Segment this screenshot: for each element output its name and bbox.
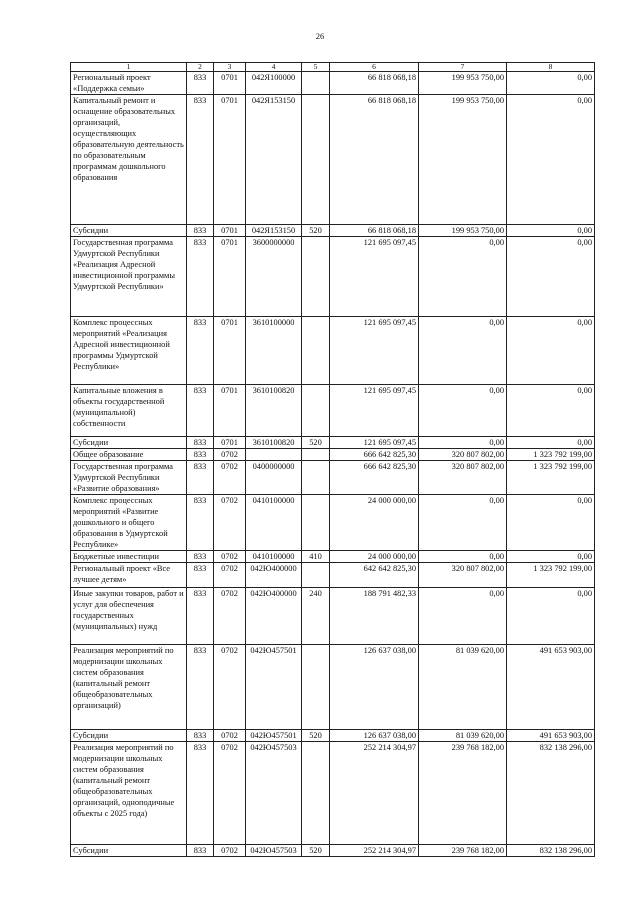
cell-section-code: 0701 [214,237,246,317]
cell-section-code: 0701 [214,95,246,225]
cell-ministry-code: 833 [187,563,214,588]
cell-ministry-code: 833 [187,845,214,857]
cell-amount-2: 0,00 [419,437,507,449]
cell-target-code [246,449,302,461]
cell-section-code: 0701 [214,72,246,95]
cell-expense-type [302,95,330,225]
table-row [71,449,595,461]
cell-target-code: 0400000000 [246,461,302,495]
cell-amount-1: 121 695 097,45 [330,237,419,317]
cell-amount-1: 66 818 068,18 [330,225,419,237]
cell-target-code: 042Я153150 [246,95,302,225]
cell-amount-1: 666 642 825,30 [330,461,419,495]
cell-amount-1: 188 791 482,33 [330,588,419,645]
cell-amount-3: 0,00 [507,237,595,317]
cell-expense-type [302,449,330,461]
cell-name: Комплекс процессных мероприятий «Реализация Адресной инвестиционной программы Удмуртской Республики» [71,317,187,385]
cell-section-code: 0702 [214,563,246,588]
table-row [71,645,595,730]
cell-expense-type: 520 [302,730,330,742]
column-header: 8 [507,63,595,72]
cell-amount-1: 252 214 304,97 [330,845,419,857]
cell-amount-1: 121 695 097,45 [330,437,419,449]
table-row [71,72,595,95]
cell-name: Государственная программа Удмуртской Республики «Развитие образования» [71,461,187,495]
cell-name: Субсидии [71,225,187,237]
column-header: 1 [71,63,187,72]
cell-section-code: 0702 [214,742,246,845]
cell-amount-1: 126 637 038,00 [330,730,419,742]
cell-name: Региональный проект «Все лучшее детям» [71,563,187,588]
cell-ministry-code: 833 [187,237,214,317]
cell-target-code: 042Я153150 [246,225,302,237]
cell-target-code: 042Ю400000 [246,588,302,645]
cell-section-code: 0702 [214,730,246,742]
cell-amount-2: 81 039 620,00 [419,730,507,742]
cell-expense-type [302,742,330,845]
cell-target-code: 042Ю457501 [246,730,302,742]
cell-ministry-code: 833 [187,461,214,495]
cell-name: Общее образование [71,449,187,461]
cell-section-code: 0702 [214,588,246,645]
cell-amount-3: 491 653 903,00 [507,730,595,742]
cell-name: Субсидии [71,730,187,742]
cell-amount-1: 24 000 000,00 [330,495,419,551]
cell-name: Капитальные вложения в объекты государственной (муниципальной) собственности [71,385,187,437]
cell-amount-2: 0,00 [419,385,507,437]
cell-ministry-code: 833 [187,437,214,449]
cell-target-code: 3610100000 [246,317,302,385]
cell-target-code: 0410100000 [246,495,302,551]
cell-expense-type: 520 [302,225,330,237]
header-row [71,63,595,72]
cell-ministry-code: 833 [187,742,214,845]
cell-amount-3: 0,00 [507,385,595,437]
table-row [71,237,595,317]
table-row [71,385,595,437]
cell-expense-type [302,461,330,495]
cell-section-code: 0702 [214,461,246,495]
cell-amount-1: 24 000 000,00 [330,551,419,563]
cell-name: Капитальный ремонт и оснащение образовательных организаций, осуществляющих образовательную деятельность по образовательным программам дошкольного образования [71,95,187,225]
cell-amount-1: 642 642 825,30 [330,563,419,588]
cell-target-code: 3610100820 [246,385,302,437]
cell-expense-type [302,317,330,385]
cell-amount-2: 239 768 182,00 [419,845,507,857]
cell-amount-3: 0,00 [507,495,595,551]
cell-expense-type [302,645,330,730]
cell-amount-3: 1 323 792 199,00 [507,449,595,461]
cell-amount-3: 0,00 [507,225,595,237]
cell-amount-3: 0,00 [507,551,595,563]
cell-expense-type [302,563,330,588]
column-header: 3 [214,63,246,72]
cell-target-code: 0410100000 [246,551,302,563]
cell-amount-3: 832 138 296,00 [507,742,595,845]
cell-amount-1: 66 818 068,18 [330,72,419,95]
cell-amount-1: 121 695 097,45 [330,317,419,385]
cell-amount-2: 0,00 [419,588,507,645]
column-header: 7 [419,63,507,72]
cell-amount-3: 832 138 296,00 [507,845,595,857]
table-row [71,742,595,845]
cell-amount-2: 239 768 182,00 [419,742,507,845]
table-row [71,225,595,237]
cell-expense-type [302,72,330,95]
cell-target-code: 3610100820 [246,437,302,449]
cell-name: Региональный проект «Поддержка семьи» [71,72,187,95]
table-row [71,730,595,742]
cell-amount-3: 491 653 903,00 [507,645,595,730]
cell-ministry-code: 833 [187,730,214,742]
cell-amount-2: 320 807 802,00 [419,449,507,461]
cell-amount-2: 0,00 [419,495,507,551]
column-header: 2 [187,63,214,72]
cell-expense-type: 520 [302,845,330,857]
table-row [71,551,595,563]
cell-amount-1: 666 642 825,30 [330,449,419,461]
cell-name: Бюджетные инвестиции [71,551,187,563]
cell-section-code: 0702 [214,645,246,730]
cell-amount-2: 320 807 802,00 [419,461,507,495]
cell-amount-1: 121 695 097,45 [330,385,419,437]
cell-amount-3: 1 323 792 199,00 [507,461,595,495]
table-row [71,461,595,495]
cell-amount-2: 81 039 620,00 [419,645,507,730]
cell-expense-type: 410 [302,551,330,563]
cell-section-code: 0702 [214,551,246,563]
column-header: 4 [246,63,302,72]
cell-section-code: 0702 [214,449,246,461]
table-row [71,317,595,385]
cell-expense-type [302,495,330,551]
cell-ministry-code: 833 [187,551,214,563]
cell-ministry-code: 833 [187,72,214,95]
cell-section-code: 0701 [214,437,246,449]
cell-target-code: 042Ю457503 [246,742,302,845]
cell-ministry-code: 833 [187,645,214,730]
cell-ministry-code: 833 [187,495,214,551]
cell-name: Реализация мероприятий по модернизации школьных систем образования (капитальный ремонт общеобразовательных организаций, одноподичные объекты с 2025 года) [71,742,187,845]
cell-name: Субсидии [71,845,187,857]
cell-target-code: 042Ю457503 [246,845,302,857]
cell-ministry-code: 833 [187,449,214,461]
cell-amount-3: 0,00 [507,72,595,95]
table-row [71,563,595,588]
table-row [71,588,595,645]
cell-section-code: 0701 [214,385,246,437]
cell-amount-3: 0,00 [507,317,595,385]
cell-target-code: 042Ю457501 [246,645,302,730]
cell-amount-2: 0,00 [419,551,507,563]
page-number: 26 [315,31,325,41]
cell-amount-3: 1 323 792 199,00 [507,563,595,588]
cell-target-code: 3600000000 [246,237,302,317]
cell-amount-3: 0,00 [507,588,595,645]
cell-ministry-code: 833 [187,225,214,237]
cell-amount-2: 199 953 750,00 [419,72,507,95]
cell-name: Реализация мероприятий по модернизации школьных систем образования (капитальный ремонт общеобразовательных организаций) [71,645,187,730]
cell-expense-type [302,385,330,437]
cell-ministry-code: 833 [187,95,214,225]
table-row [71,95,595,225]
cell-ministry-code: 833 [187,385,214,437]
column-header: 6 [330,63,419,72]
cell-name: Иные закупки товаров, работ и услуг для обеспечения государственных (муниципальных) нужд [71,588,187,645]
cell-amount-3: 0,00 [507,437,595,449]
cell-amount-2: 0,00 [419,237,507,317]
cell-section-code: 0702 [214,845,246,857]
cell-expense-type [302,237,330,317]
cell-amount-1: 126 637 038,00 [330,645,419,730]
table-row [71,437,595,449]
table-row [71,845,595,857]
table-row [71,495,595,551]
cell-section-code: 0701 [214,225,246,237]
cell-amount-2: 199 953 750,00 [419,225,507,237]
cell-expense-type: 240 [302,588,330,645]
cell-amount-2: 0,00 [419,317,507,385]
cell-amount-2: 199 953 750,00 [419,95,507,225]
cell-amount-3: 0,00 [507,95,595,225]
cell-section-code: 0702 [214,495,246,551]
budget-table [70,62,595,857]
column-header: 5 [302,63,330,72]
cell-target-code: 042Ю400000 [246,563,302,588]
cell-amount-1: 252 214 304,97 [330,742,419,845]
cell-section-code: 0701 [214,317,246,385]
cell-ministry-code: 833 [187,317,214,385]
cell-amount-1: 66 818 068,18 [330,95,419,225]
cell-ministry-code: 833 [187,588,214,645]
cell-name: Комплекс процессных мероприятий «Развитие дошкольного и общего образования в Удмуртской Республике» [71,495,187,551]
cell-target-code: 042Я100000 [246,72,302,95]
cell-name: Субсидии [71,437,187,449]
cell-amount-2: 320 807 802,00 [419,563,507,588]
cell-name: Государственная программа Удмуртской Республики «Реализация Адресной инвестиционной программы Удмуртской Республики» [71,237,187,317]
cell-expense-type: 520 [302,437,330,449]
